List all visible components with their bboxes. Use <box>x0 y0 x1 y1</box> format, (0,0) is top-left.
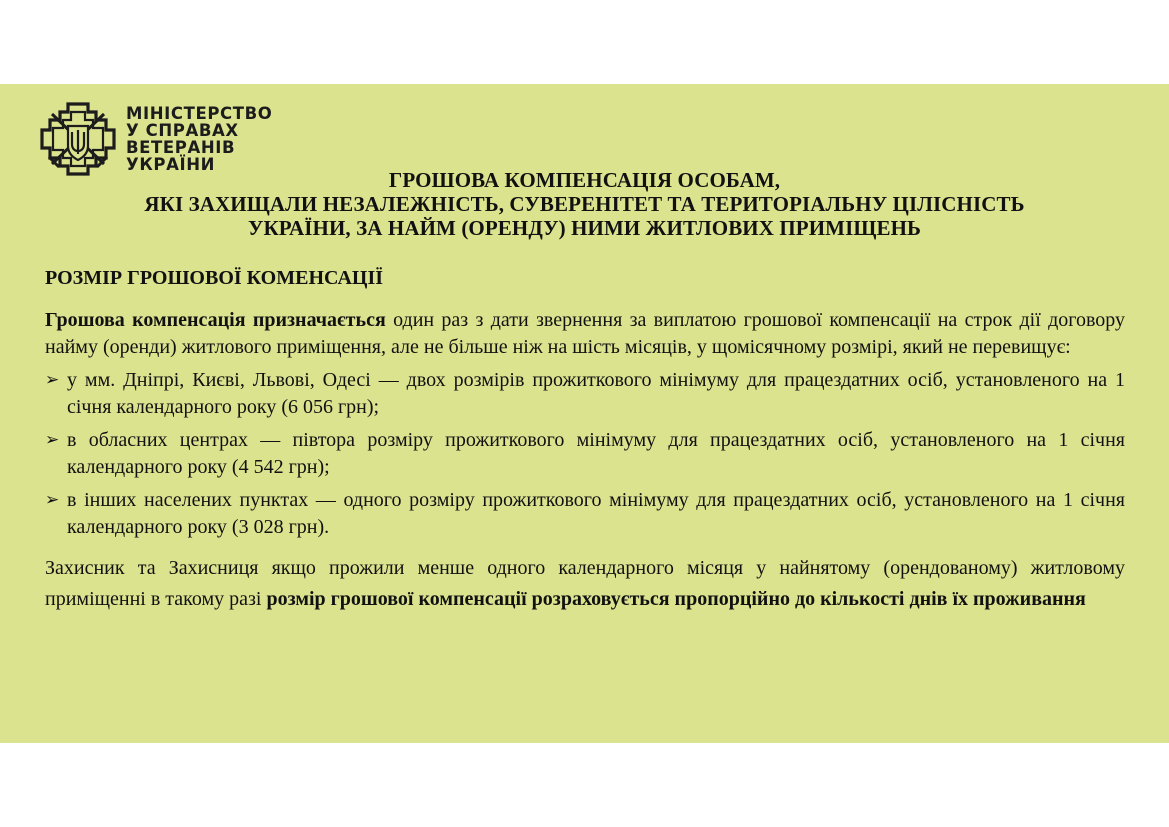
list-item-text: в обласних центрах — півтора розміру прожиткового мінімуму для працездатних осіб, установленого на 1 січня календарного року (4 542 грн); <box>67 429 1125 478</box>
intro-paragraph <box>45 307 1125 361</box>
document-body <box>45 307 1125 615</box>
list-item-text: в інших населених пунктах — одного розміру прожиткового мінімуму для працездатних осіб, установленого на 1 січня календарного року (3 028 грн). <box>67 489 1125 538</box>
list-item <box>45 367 1125 421</box>
list-item <box>45 427 1125 481</box>
closing-bold-text: розмір грошової компенсації розраховується пропорційно до кількості днів їх проживання <box>266 588 1086 610</box>
closing-text: Захисник та Захисниця якщо прожили менше одного календарного місяця у найнятому (орендованому) житловому приміщенні в такому разі <box>45 557 1125 610</box>
title-line: УКРАЇНИ, ЗА НАЙМ (ОРЕНДУ) НИМИ ЖИТЛОВИХ ПРИМІЩЕНЬ <box>247 216 922 240</box>
ministry-name-line: ВЕТЕРАНІВ <box>126 138 236 157</box>
document-title <box>0 168 1169 240</box>
ministry-name <box>126 105 272 173</box>
intro-bold-text: Грошова компенсація призначається <box>45 309 386 331</box>
title-line: ГРОШОВА КОМПЕНСАЦІЯ ОСОБАМ, <box>388 168 781 192</box>
slide <box>0 84 1169 743</box>
arrow-bullet-icon: ➢ <box>45 370 60 390</box>
arrow-bullet-icon: ➢ <box>45 490 60 510</box>
list-item <box>45 487 1125 541</box>
title-line: ЯКІ ЗАХИЩАЛИ НЕЗАЛЕЖНІСТЬ, СУВЕРЕНІТЕТ ТА ТЕРИТОРІАЛЬНУ ЦІЛІСНІСТЬ <box>144 192 1025 216</box>
arrow-bullet-icon: ➢ <box>45 430 60 450</box>
intro-text: один раз з дати звернення за виплатою грошової компенсації на строк дії договору найму (оренди) житлового приміщення, але не більше ніж на шість місяців, у щомісячному розмірі, який не перевищує: <box>45 309 1126 358</box>
ministry-name-line: УКРАЇНИ <box>126 155 216 174</box>
ministry-name-line: МІНІСТЕРСТВО <box>126 104 273 123</box>
ministry-name-line: У СПРАВАХ <box>126 121 239 140</box>
ministry-logo <box>40 102 300 176</box>
closing-paragraph <box>45 553 1125 615</box>
compensation-list <box>45 367 1125 541</box>
section-heading: РОЗМІР ГРОШОВОЇ КОМЕНСАЦІЇ <box>45 267 384 289</box>
list-item-text: у мм. Дніпрі, Києві, Львові, Одесі — двох розмірів прожиткового мінімуму для працездатних осіб, установленого на 1 січня календарного року (6 056 грн); <box>67 369 1125 418</box>
ministry-emblem-icon <box>40 102 116 176</box>
